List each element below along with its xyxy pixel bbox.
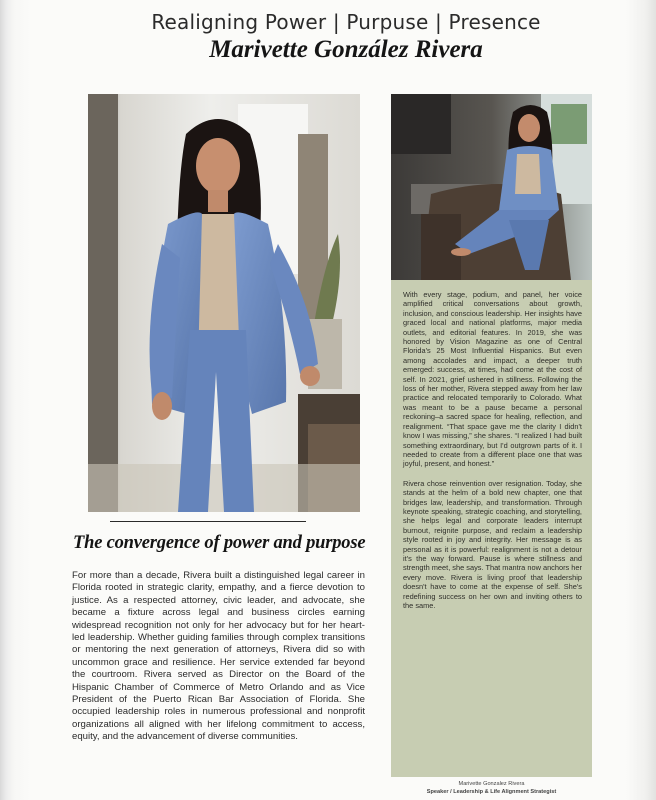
sidebar-panel [391, 280, 592, 777]
section-heading: The convergence of power and purpose [73, 533, 366, 553]
sidebar-paragraph: Rivera chose reinvention over resignation. Today, she stands at the helm of a bold new chapter, one that bridges law, leadership, and transformation. Through keynote speaking, strategic coaching, and storytelling, she helps legal and corporate leaders interrupt burnout, reignite purpose, and reclaim a leadership style rooted in joy and integrity. Her message is as personal as it is powerful: realignment is not a detour it's the way forward. Pause is where stillness and strength meet, she says. That mantra now anchors her every move. Rivera is living proof that leadership doesn't have to come at the expense of self. She's redefining success on her own and inviting others to the same. [403, 478, 582, 610]
portrait-photo-standing [88, 94, 360, 512]
masthead [0, 10, 656, 64]
sidebar-paragraph: With every stage, podium, and panel, her voice amplified critical conversations about growth, inclusion, and conscious leadership. Her insights have graced local and national platforms, major media outlets, and editorial features. In 2019, she was honored by Vision Magazine as one of Central Florida's 25 Most Influential Hispanics. But even among accolades and impact, a deeper truth emerged: success, at times, had come at the cost of self. In 2021, grief ushered in stillness. Following the loss of her mother, Rivera stepped away from her law practice and relocated temporarily to Colorado. What was meant to be a pause became a personal reckoning–a sacred space for healing, reflection, and realignment. “That space gave me the clarity I didn't know I was missing,” she shares. “I realized I had built something extraordinary, but I'd outgrown parts of it. I needed to create from a different place one that was joyful, present, and honest.” [403, 290, 582, 469]
page-title: Marivette González Rivera [209, 36, 483, 63]
portrait-photo-seated [391, 94, 592, 280]
photo-credit [391, 780, 592, 796]
credit-name: Marivette Gonzalez Rivera [458, 781, 525, 787]
credit-role: Speaker / Leadership & Life Alignment Strategist [426, 789, 557, 795]
page-tagline: Realigning Power | Purpuse | Presence [151, 10, 541, 34]
main-body-paragraph: For more than a decade, Rivera built a distinguished legal career in Florida rooted in strategic clarity, empathy, and a fierce devotion to justice. As a respected attorney, civic leader, and advocate, she became a fixture across legal and business circles earning widespread recognition not only for her advocacy but for her heart-led leadership. Whether guiding families through complex transitions or mentoring the next generation of attorneys, Rivera did so with uncommon grace and resilience. Her service extended far beyond the courtroom. Rivera served as Director on the Board of the Hispanic Chamber of Commerce of Metro Orlando and as Vice President of the Puerto Rican Bar Association of Florida. She occupied leadership roles in numerous professional and nonprofit organizations all aligned with her lifelong commitment to access, equity, and the advancement of diverse communities. [72, 570, 365, 743]
section-divider [110, 521, 306, 522]
